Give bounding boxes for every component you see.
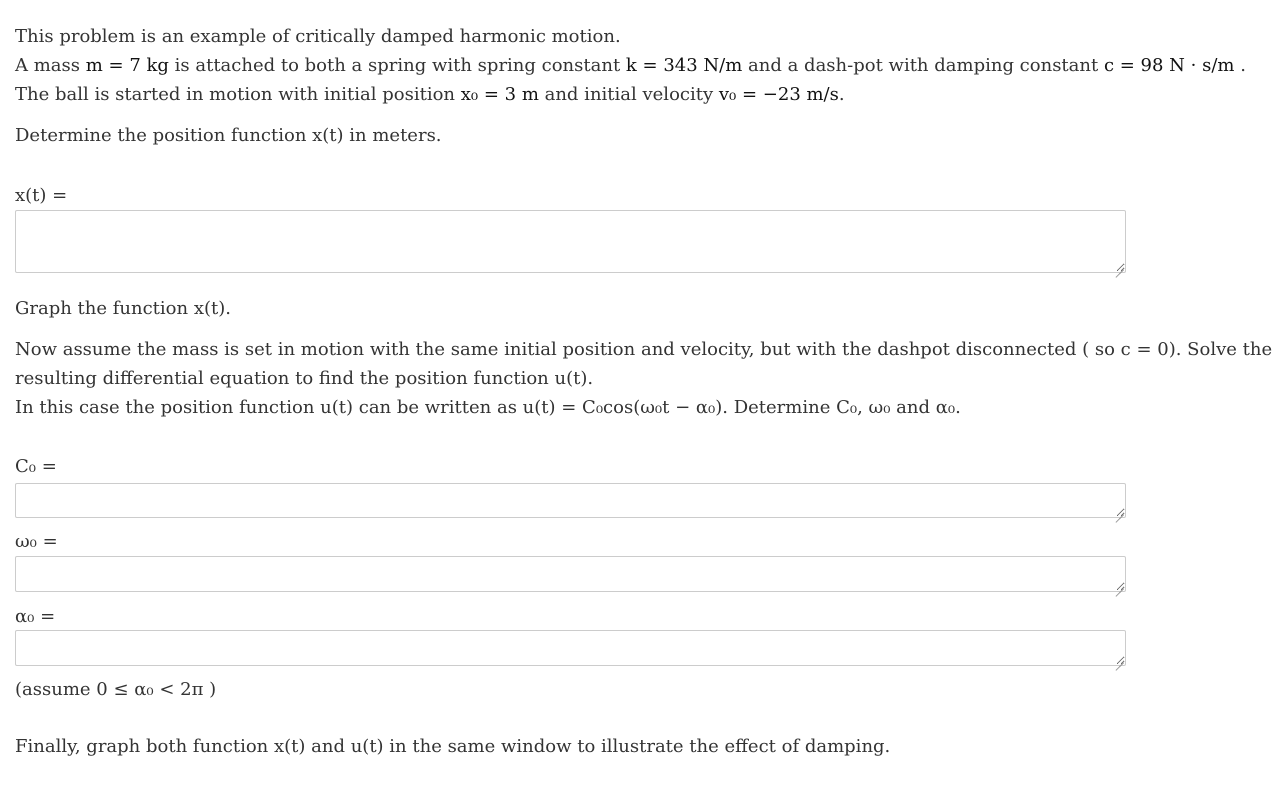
initial-velocity-expression: v₀ = −23 m/s — [718, 84, 839, 105]
undamped-line-2: resulting differential equation to find the position function u(t). — [15, 368, 594, 389]
angular-frequency-input[interactable] — [15, 556, 1126, 592]
phase-angle-label: α₀ = — [15, 606, 56, 627]
intro-line-3-pre: The ball is started in motion with initial position — [15, 84, 461, 105]
intro-line-2 — [15, 51, 1246, 80]
intro-line-3 — [15, 80, 1246, 109]
position-function-label: x(t) = — [15, 185, 68, 206]
undamped-section — [15, 335, 1272, 422]
intro-line-2-mid2: and a dash-pot with damping constant — [742, 55, 1104, 76]
problem-intro — [15, 22, 1246, 109]
intro-line-2-pre: A mass — [15, 55, 86, 76]
amplitude-input[interactable] — [15, 483, 1126, 518]
undamped-line-1: Now assume the mass is set in motion with the same initial position and velocity, but with the dashpot disconnected ( so c = 0). Solve the — [15, 339, 1272, 360]
phase-angle-input[interactable] — [15, 630, 1126, 666]
undamped-line-3: In this case the position function u(t) can be written as u(t) = C₀cos(ω₀t − α₀). Determine C₀, ω₀ and α₀. — [15, 397, 961, 418]
phase-angle-assumption-note: (assume 0 ≤ α₀ < 2π ) — [15, 679, 217, 700]
intro-line-3-mid: and initial velocity — [538, 84, 719, 105]
intro-line-2-post: . — [1234, 55, 1246, 76]
spring-constant-expression: k = 343 N/m — [625, 55, 743, 76]
intro-line-3-post: . — [838, 84, 845, 105]
position-function-input[interactable] — [15, 210, 1126, 273]
mass-expression: m = 7 kg — [85, 55, 169, 76]
graph-position-instruction: Graph the function x(t). — [15, 298, 231, 319]
damping-constant-expression: c = 98 N · s/m — [1103, 55, 1235, 76]
position-function-prompt: Determine the position function x(t) in meters. — [15, 125, 442, 146]
final-graph-instruction: Finally, graph both function x(t) and u(t) in the same window to illustrate the effect of damping. — [15, 736, 891, 757]
intro-line-1: This problem is an example of critically damped harmonic motion. — [15, 26, 621, 47]
amplitude-label: C₀ = — [15, 456, 57, 477]
angular-frequency-label: ω₀ = — [15, 531, 58, 552]
intro-line-2-mid1: is attached to both a spring with spring constant — [168, 55, 626, 76]
initial-position-expression: x₀ = 3 m — [460, 84, 539, 105]
